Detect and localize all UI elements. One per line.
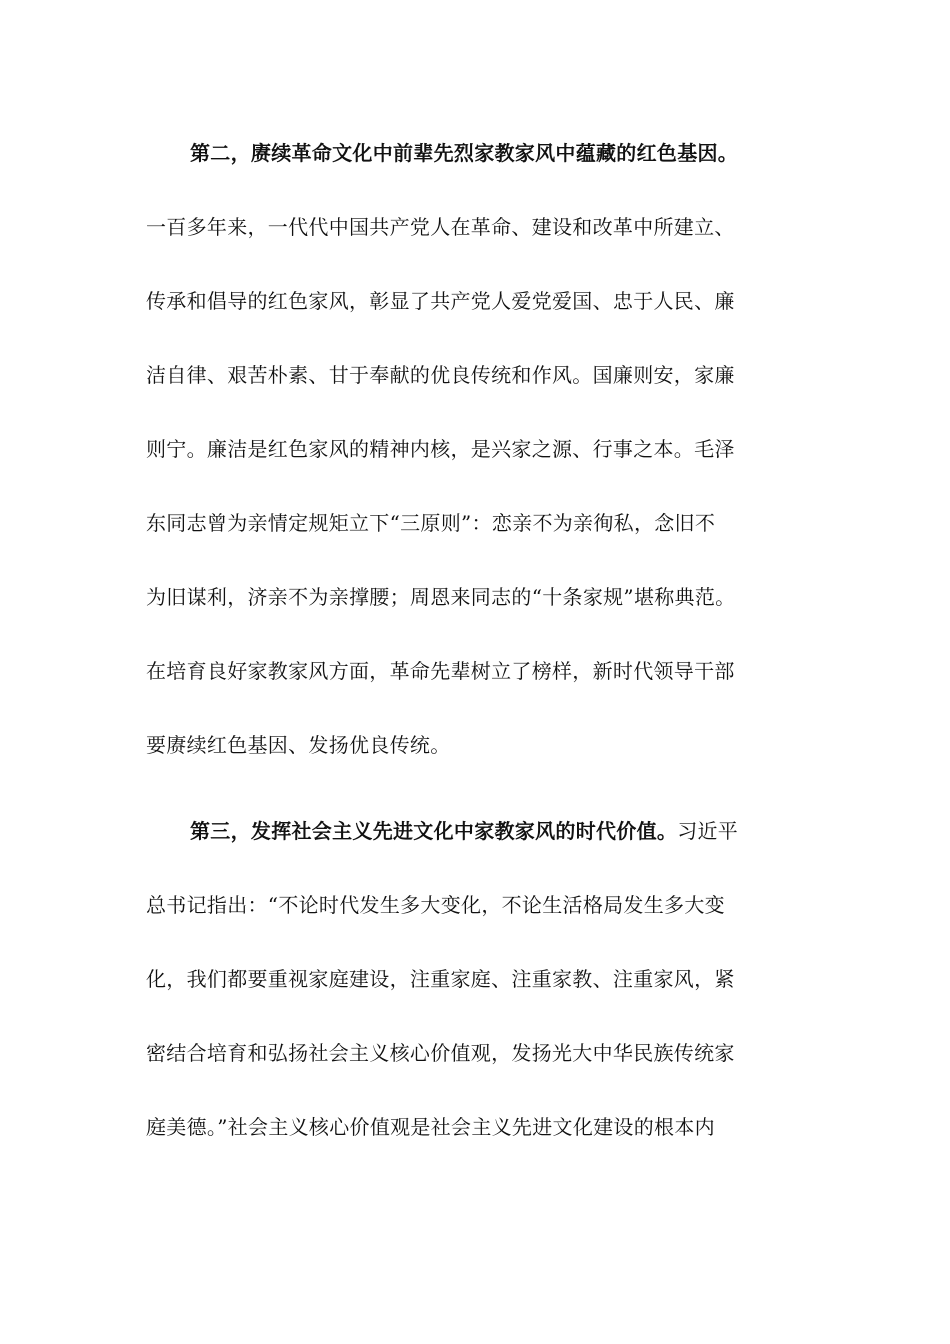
paragraph-3-line: 总书记指出：“不论时代发生多大变化，不论生活格局发生多大变: [146, 893, 725, 917]
paragraph-2-line: 为旧谋利，济亲不为亲撑腰；周恩来同志的“十条家规”堪称典范。: [146, 585, 736, 609]
paragraph-2-line: 在培育良好家教家风方面，革命先辈树立了榜样，新时代领导干部: [146, 659, 735, 683]
paragraph-2-line: 洁自律、艰苦朴素、甘于奉献的优良传统和作风。国廉则安，家廉: [146, 363, 735, 387]
paragraph-3-line: 密结合培育和弘扬社会主义核心价值观，发扬光大中华民族传统家: [146, 1041, 735, 1065]
paragraph-3-heading: 第三，发挥社会主义先进文化中家教家风的时代价值。: [190, 819, 678, 843]
paragraph-2-heading: 第二，赓续革命文化中前辈先烈家教家风中蕴藏的红色基因。: [190, 141, 739, 165]
paragraph-2-line: 东同志曾为亲情定规矩立下“三原则”：恋亲不为亲徇私，念旧不: [146, 511, 716, 535]
paragraph-2-line: 要赓续红色基因、发扬优良传统。: [146, 733, 451, 757]
paragraph-3-line: 庭美德。”社会主义核心价值观是社会主义先进文化建设的根本内: [146, 1115, 715, 1139]
paragraph-3-first-line: [190, 817, 850, 845]
paragraph-2-line: 一百多年来，一代代中国共产党人在革命、建设和改革中所建立、: [146, 215, 735, 239]
paragraph-2-line: 传承和倡导的红色家风，彰显了共产党人爱党爱国、忠于人民、廉: [146, 289, 735, 313]
paragraph-3-heading-tail: 习近平: [677, 819, 739, 843]
paragraph-3-line: 化，我们都要重视家庭建设，注重家庭、注重家教、注重家风，紧: [146, 967, 735, 991]
paragraph-2-line: 则宁。廉洁是红色家风的精神内核，是兴家之源、行事之本。毛泽: [146, 437, 735, 461]
